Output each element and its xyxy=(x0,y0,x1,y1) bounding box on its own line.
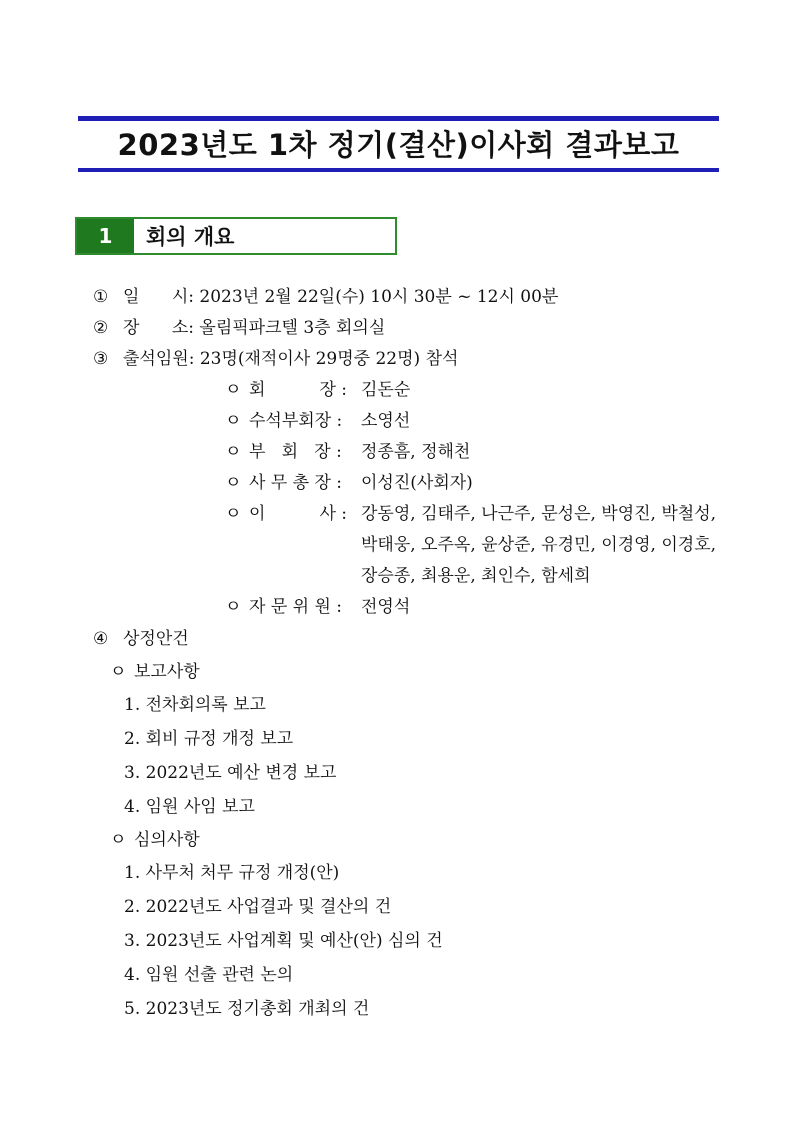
bullet: ㅇ xyxy=(225,504,242,524)
agenda-item: 2. 2022년도 사업결과 및 결산의 건 xyxy=(124,897,392,917)
bullet: ㅇ xyxy=(225,411,242,431)
bullet: ㅇ xyxy=(110,662,127,682)
agenda-group-deliberation xyxy=(110,828,200,852)
bullet: ㅇ xyxy=(225,597,242,617)
agenda-item: 1. 전차회의록 보고 xyxy=(124,695,266,715)
section-title: 회의 개요 xyxy=(146,225,235,249)
attendee-names: 전영석 xyxy=(361,597,411,617)
section-number: 1 xyxy=(77,219,134,253)
agenda-item: 4. 임원 사임 보고 xyxy=(124,797,255,817)
bullet: ㅇ xyxy=(225,380,242,400)
overview-label: 일 시: xyxy=(123,287,194,307)
attendee-role: 회 장 : xyxy=(249,380,348,400)
attendee-row xyxy=(225,471,473,495)
attendee-row xyxy=(225,409,410,433)
attendee-row xyxy=(225,440,470,464)
section-heading xyxy=(75,217,397,255)
overview-place-row xyxy=(93,316,385,340)
attendee-names: 강동영, 김태주, 나근주, 문성은, 박영진, 박철성, xyxy=(361,504,717,524)
item-marker: ③ xyxy=(93,349,109,369)
agenda-group-title: 심의사항 xyxy=(134,830,200,850)
overview-value: 2023년 2월 22일(수) 10시 30분 ~ 12시 00분 xyxy=(199,287,559,307)
attendee-row xyxy=(225,595,410,619)
overview-label: 장 소: xyxy=(123,318,194,338)
overview-attendance-row xyxy=(93,347,458,371)
bullet: ㅇ xyxy=(110,830,127,850)
agenda-label: 상정안건 xyxy=(123,629,189,649)
attendee-names: 박태웅, 오주옥, 윤상준, 유경민, 이경영, 이경호, xyxy=(361,535,717,555)
agenda-item: 5. 2023년도 정기총회 개최의 건 xyxy=(124,999,370,1019)
attendee-names: 소영선 xyxy=(361,411,411,431)
attendee-role: 부 회 장 : xyxy=(249,442,342,462)
bullet: ㅇ xyxy=(225,473,242,493)
agenda-item: 2. 회비 규정 개정 보고 xyxy=(124,729,294,749)
agenda-group-report xyxy=(110,660,200,684)
overview-date-row xyxy=(93,285,558,309)
page-title: 2023년도 1차 정기(결산)이사회 결과보고 xyxy=(117,128,680,162)
agenda-item: 4. 임원 선출 관련 논의 xyxy=(124,965,294,985)
item-marker: ② xyxy=(93,318,109,338)
attendee-role: 수석부회장 : xyxy=(249,411,343,431)
item-marker: ① xyxy=(93,287,109,307)
agenda-item: 1. 사무처 처무 규정 개정(안) xyxy=(124,863,340,883)
attendee-row-continued xyxy=(225,564,591,588)
attendee-names: 김돈순 xyxy=(361,380,411,400)
attendee-role: 자 문 위 원 : xyxy=(249,597,343,617)
agenda-item: 3. 2022년도 예산 변경 보고 xyxy=(124,763,337,783)
title-block xyxy=(78,116,719,172)
attendee-row-continued xyxy=(225,533,716,557)
attendee-row xyxy=(225,378,410,402)
agenda-heading xyxy=(93,627,189,651)
item-marker: ④ xyxy=(93,629,109,649)
agenda-item: 3. 2023년도 사업계획 및 예산(안) 심의 건 xyxy=(124,931,443,951)
overview-label: 출석임원: xyxy=(123,349,195,369)
overview-value: 23명(재적이사 29명중 22명) 참석 xyxy=(199,349,459,369)
title-rule-bottom xyxy=(78,168,719,172)
attendee-names: 이성진(사회자) xyxy=(361,473,473,493)
bullet: ㅇ xyxy=(225,442,242,462)
attendee-role: 사 무 총 장 : xyxy=(249,473,343,493)
attendee-names: 정종흠, 정해천 xyxy=(361,442,471,462)
overview-value: 올림픽파크텔 3층 회의실 xyxy=(199,318,386,338)
attendee-role: 이 사 : xyxy=(249,504,348,524)
attendee-names: 장승종, 최용운, 최인수, 함세희 xyxy=(361,566,591,586)
agenda-group-title: 보고사항 xyxy=(134,662,200,682)
attendee-row xyxy=(225,502,716,526)
